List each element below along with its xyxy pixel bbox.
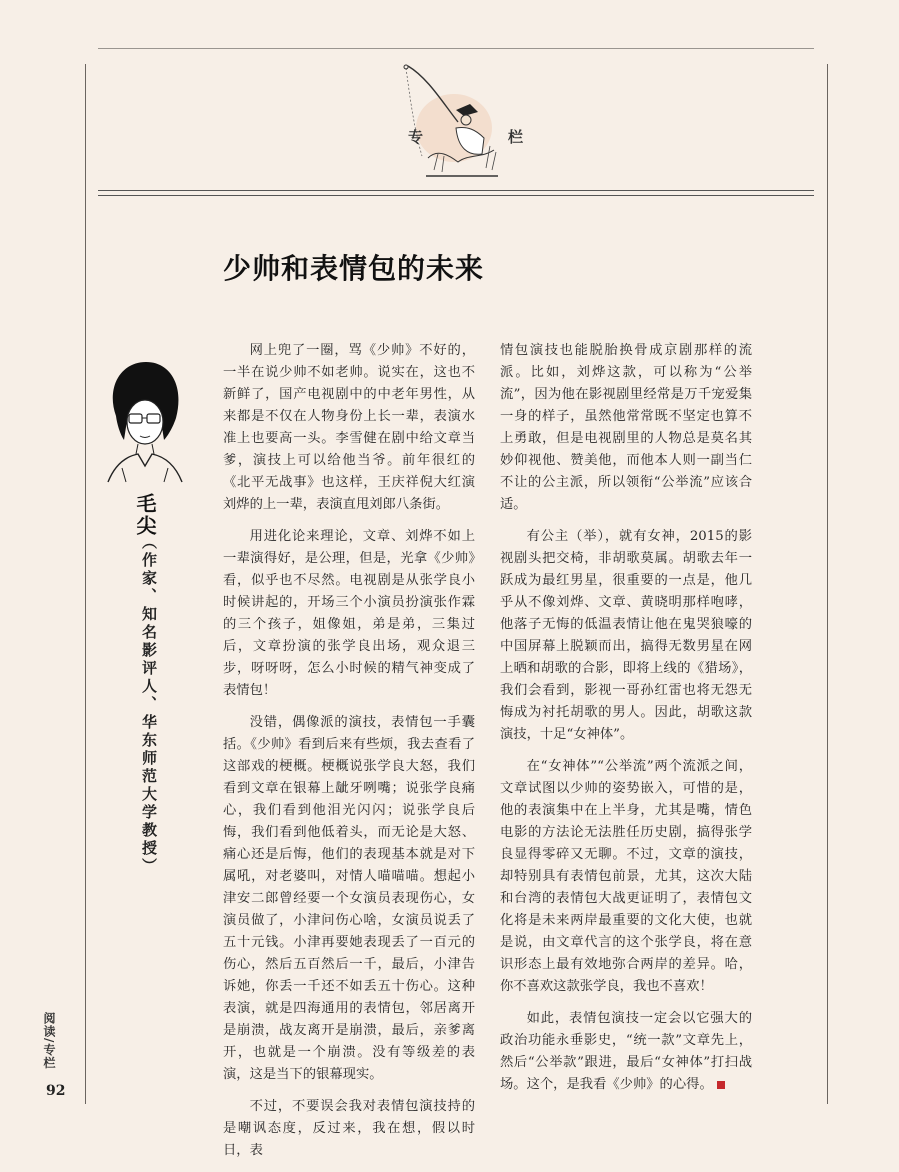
- article-column-1: [223, 340, 475, 1172]
- article-title: 少帅和表情包的未来: [223, 251, 485, 285]
- article-column-2: [500, 340, 752, 1106]
- paragraph: 情包演技也能脱胎换骨成京剧那样的流派。比如，刘烨这款，可以称为“公举流”，因为他在影视剧里经常是万千宠爱集一身的样子，虽然他常常既不坚定也算不上勇敢，但是电视剧里的人物总是莫名其妙仰视他、赞美他，而他本人则一副当仁不让的公主派，所以领衔“公举流”应该合适。: [500, 343, 752, 512]
- left-vertical-rule: [85, 64, 86, 1104]
- column-label-right: 栏: [508, 128, 526, 146]
- author-bio: （作家、知名影评人、华东师范大学教授）: [140, 534, 158, 876]
- paragraph: 在“女神体”“公举流”两个流派之间，文章试图以少帅的姿势嵌入，可惜的是，他的表演集中在上半身，尤其是嘴，情色电影的方法论无法胜任历史剧，搞得张学良显得零碎又无聊。不过，文章的演技，却特别具有表情包前景，尤其，这次大陆和台湾的表情包大战更证明了，表情包文化将是未来两岸最重要的文化大使，也就是说，由文章代言的这个张学良，将在意识形态上最有效地弥合两岸的差异。哈，你不喜欢这款张学良，我也不喜欢！: [500, 759, 752, 994]
- paragraph: 网上兜了一圈，骂《少帅》不好的，一半在说少帅不如老帅。说实在，这也不新鲜了，国产电视剧中的中老年男性，从来都是不仅在人物身份上长一辈，表演水准上也要高一头。李雪健在剧中给文章当爹，演技上可以给他当爷。前年很红的《北平无战事》也这样，王庆祥倪大红演刘烨的上一辈，表演直甩刘郎八条街。: [223, 343, 475, 512]
- section-folio: 阅读/专栏: [42, 1012, 56, 1070]
- paragraph-final: [500, 1008, 752, 1096]
- author-name: 毛尖: [133, 493, 157, 537]
- right-vertical-rule: [827, 64, 828, 1104]
- fisherman-illustration: [398, 58, 510, 183]
- top-rule: [98, 48, 814, 49]
- page-number: 92: [46, 1083, 66, 1099]
- author-portrait: [102, 358, 186, 484]
- paragraph: 没错，偶像派的演技，表情包一手囊括。《少帅》看到后来有些烦，我去查看了这部戏的梗概。梗概说张学良大怒，我们看到文章在银幕上龇牙咧嘴；说张学良痛心，我们看到他泪光闪闪；说张学良后悔，我们看到他低着头，而无论是大怒、痛心还是后悔，他们的表现基本就是对下属吼，对老婆叫，对情人喵喵喵。想起小津安二郎曾经要一个女演员表现伤心，女演员做了，小津问伤心啥，女演员说丢了五十元钱。小津再要她表现丢了一百元的伤心，然后五百然后一千，最后，小津告诉她，你丢一千还不如丢五十伤心。这种表演，就是四海通用的表情包，邻居离开是崩溃，战友离开是崩溃，最后，亲爹离开，也就是一个崩溃。没有等级差的表演，这是当下的银幕现实。: [223, 715, 475, 1082]
- paragraph: 用进化论来理论，文章、刘烨不如上一辈演得好，是公理，但是，光拿《少帅》看，似乎也不尽然。电视剧是从张学良小时候讲起的，开场三个小演员扮演张作霖的三个孩子，姐像姐，弟是弟，三集过后，文章扮演的张学良出场，观众退三步，呀呀呀，怎么小时候的精气神变成了表情包！: [223, 529, 475, 698]
- paragraph: 不过，不要误会我对表情包演技持的是嘲讽态度，反过来，我在想，假以时日，表: [223, 1099, 475, 1158]
- paragraph-text: 如此，表情包演技一定会以它强大的政治功能永垂影史，“统一款”文章先上，然后“公举款”跟进，最后“女神体”打扫战场。这个，是我看《少帅》的心得。: [500, 1011, 752, 1092]
- column-label-left: 专: [408, 128, 426, 146]
- end-mark-icon: [717, 1081, 725, 1089]
- header-rule-lower: [98, 195, 814, 196]
- paragraph: 有公主（举），就有女神，2015的影视剧头把交椅，非胡歌莫属。胡歌去年一跃成为最红男星，很重要的一点是，他几乎从不像刘烨、文章、黄晓明那样咆哮，他落子无悔的低温表情让他在鬼哭狼嚎的中国屏幕上脱颖而出，搞得无数男星在网上晒和胡歌的合影，即将上线的《猎场》，我们会看到，影视一哥孙红雷也将无怨无悔成为衬托胡歌的男人。因此，胡歌这款演技，十足“女神体”。: [500, 529, 752, 742]
- header-rule-upper: [98, 190, 814, 191]
